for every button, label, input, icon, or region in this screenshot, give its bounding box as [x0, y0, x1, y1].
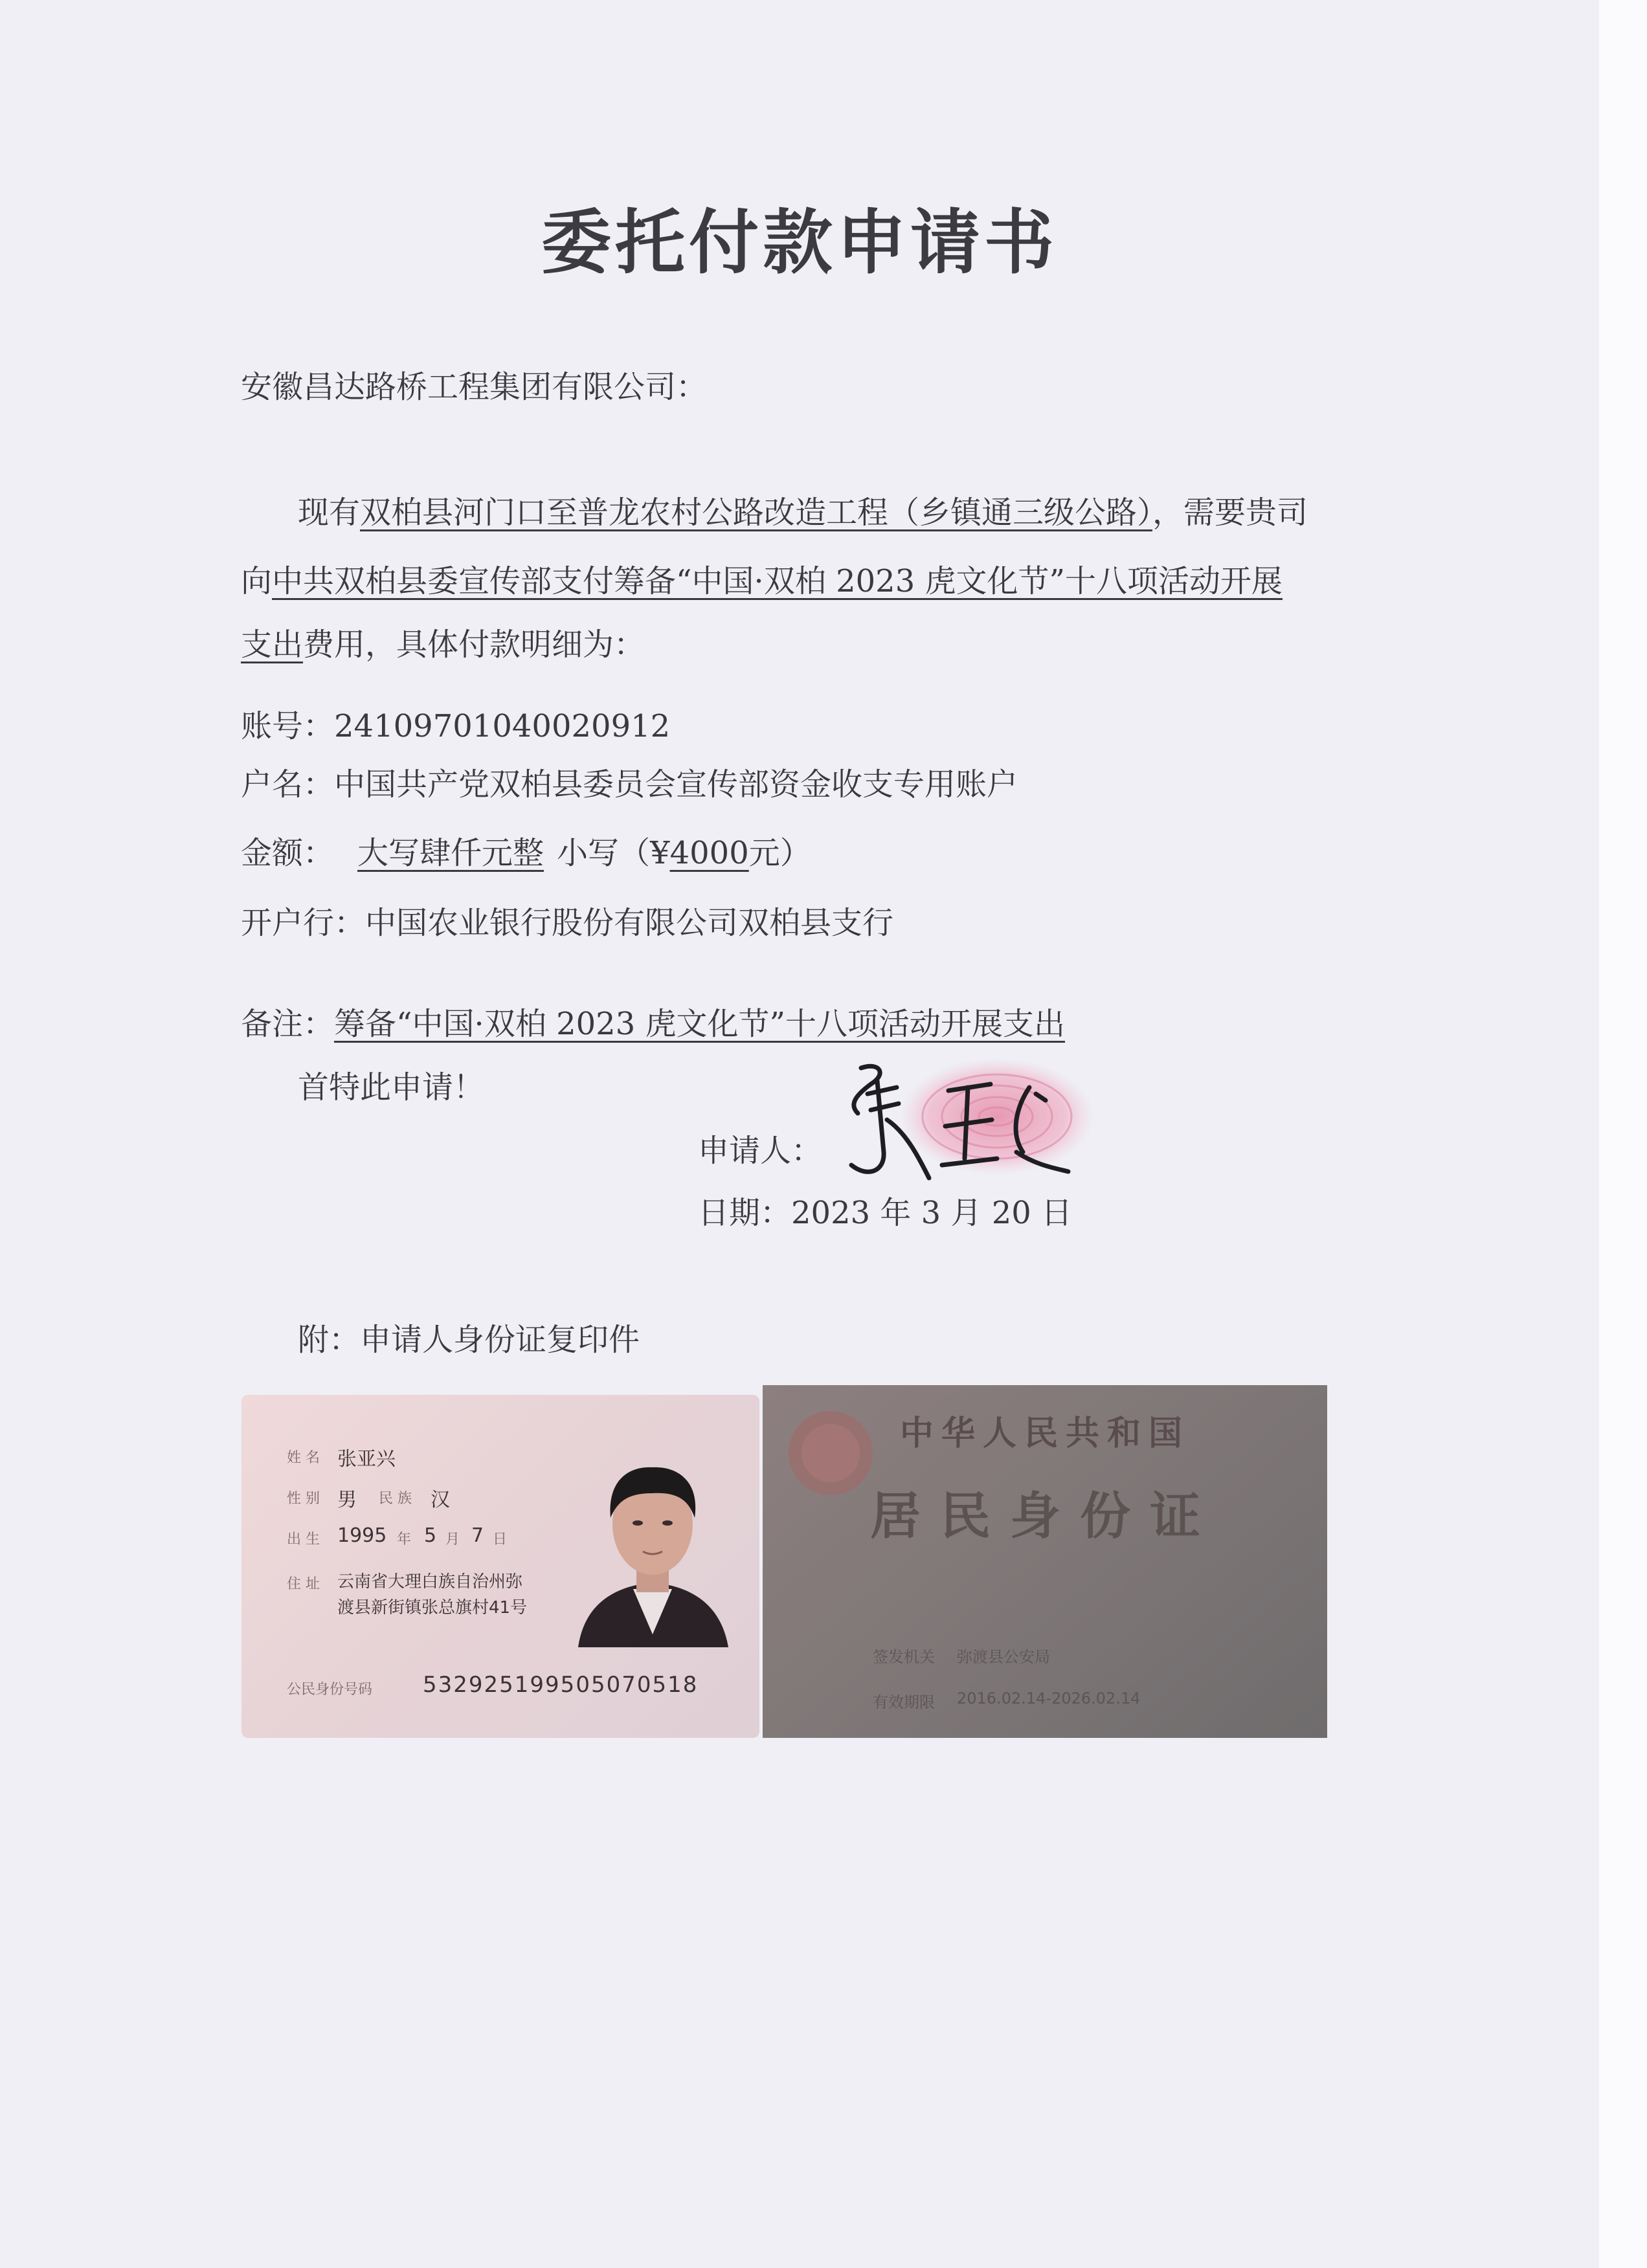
account-name-label: 户名： [241, 766, 335, 803]
id-card-front [241, 1395, 759, 1738]
id-number: 532925199505070518 [423, 1672, 699, 1698]
project-name: 双柏县河门口至普龙农村公路改造工程（乡镇通三级公路） [360, 495, 1153, 531]
account-number: 24109701040020912 [334, 708, 671, 744]
id-validity: 2016.02.14-2026.02.14 [957, 1689, 1141, 1707]
purpose-cont: 支出 [241, 627, 304, 663]
id-name: 张亚兴 [337, 1448, 396, 1471]
id-ethnic: 汉 [431, 1489, 450, 1511]
id-ethnic-label: 民 族 [379, 1491, 412, 1507]
applicant-label: 申请人： [698, 1133, 823, 1169]
body-line-2 [241, 562, 1283, 601]
body-line-3 [241, 625, 645, 664]
scan-edge [1599, 0, 1647, 2268]
body-suffix: ，需要贵司 [1152, 495, 1308, 531]
account-name-line [241, 765, 1018, 804]
id-authority: 弥渡县公安局 [957, 1648, 1050, 1666]
bank-name: 中国农业银行股份有限公司双柏县支行 [365, 905, 894, 941]
id-sex: 男 [337, 1489, 357, 1511]
id-birth-year: 1995 [337, 1524, 387, 1547]
id-addr-2: 渡县新街镇张总旗村41号 [337, 1598, 528, 1618]
id-authority-label: 签发机关 [873, 1648, 935, 1666]
id-number-label: 公民身份号码 [287, 1682, 373, 1698]
id-name-label: 姓 名 [287, 1450, 320, 1466]
id-year-char: 年 [397, 1531, 412, 1548]
amount-lower: 4000 [669, 835, 749, 871]
amount-upper: 大写肆仟元整 [357, 835, 544, 871]
bank-label: 开户行： [241, 905, 366, 941]
bank-line [241, 904, 893, 942]
id-day-char: 日 [493, 1531, 508, 1548]
account-number-label: 账号： [241, 708, 335, 744]
signature-fingerprint [822, 1055, 1094, 1204]
account-number-line [241, 707, 670, 746]
amount-line [241, 834, 811, 873]
id-month-char: 月 [445, 1531, 460, 1548]
id-birth-month: 5 [424, 1524, 437, 1547]
id-addr-label: 住 址 [287, 1576, 320, 1592]
id-birth-day: 7 [471, 1524, 484, 1547]
body-prefix: 现有 [298, 495, 361, 531]
amount-label: 金额： [241, 835, 335, 871]
remark-line [241, 1005, 1065, 1043]
id-card-back [763, 1385, 1327, 1738]
id-back-title-2: 居民身份证 [869, 1487, 1220, 1546]
amount-lower-suffix: 元） [748, 835, 811, 871]
amount-lower-prefix: 小写（¥ [557, 835, 670, 871]
closing-line: 首特此申请！ [298, 1069, 485, 1106]
id-addr-1: 云南省大理白族自治州弥 [337, 1572, 523, 1592]
id-sex-label: 性 别 [287, 1491, 320, 1507]
payee-purpose: 中共双柏县委宣传部支付筹备“中国·双柏 2023 虎文化节”十八项活动开展 [272, 563, 1283, 599]
id-back-title-1: 中华人民共和国 [899, 1414, 1190, 1453]
id-validity-label: 有效期限 [873, 1693, 935, 1711]
remark-text: 筹备“中国·双柏 2023 虎文化节”十八项活动开展支出 [334, 1006, 1066, 1042]
remark-label: 备注： [241, 1006, 335, 1042]
id-birth-label: 出 生 [287, 1531, 320, 1548]
document-title: 委托付款申请书 [541, 202, 1058, 284]
body-prefix-2: 向 [241, 563, 273, 599]
body-line-1 [298, 493, 1308, 532]
attachment-note: 附：申请人身份证复印件 [298, 1322, 640, 1358]
body-suffix-3: 费用，具体付款明细为： [303, 627, 645, 663]
id-portrait [565, 1440, 740, 1647]
addressee: 安徽昌达路桥工程集团有限公司： [241, 369, 708, 405]
date-line: 日期：2023 年 3 月 20 日 [698, 1195, 1073, 1231]
account-name: 中国共产党双柏县委员会宣传部资金收支专用账户 [334, 766, 1018, 803]
